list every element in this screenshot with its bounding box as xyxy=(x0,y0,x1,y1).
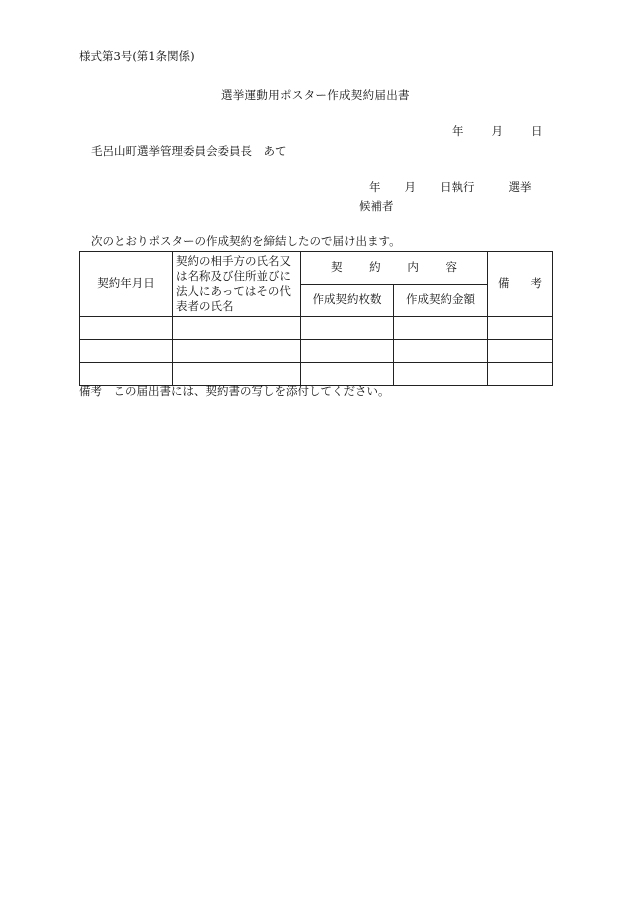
cell-counterparty[interactable] xyxy=(173,316,301,339)
intro-text: 次のとおりポスターの作成契約を締結したので届け出ます。 xyxy=(91,234,401,248)
form-number: 様式第3号(第1条関係) xyxy=(79,49,195,63)
content-char: 内 xyxy=(407,260,419,275)
cell-count[interactable] xyxy=(301,362,394,385)
content-char: 約 xyxy=(369,260,381,275)
cell-date[interactable] xyxy=(80,339,173,362)
header-contract-amount: 作成契約金額 xyxy=(394,284,488,316)
header-contract-date: 契約年月日 xyxy=(80,252,173,317)
election-year: 年 xyxy=(369,180,381,194)
remarks-char: 備 xyxy=(498,275,510,290)
remarks-char: 考 xyxy=(530,275,542,290)
cell-date[interactable] xyxy=(80,362,173,385)
cell-amount[interactable] xyxy=(394,339,488,362)
table-row xyxy=(80,339,553,362)
cell-remarks[interactable] xyxy=(488,339,553,362)
content-char: 容 xyxy=(445,260,457,275)
table-row xyxy=(80,362,553,385)
cell-date[interactable] xyxy=(80,316,173,339)
cell-remarks[interactable] xyxy=(488,362,553,385)
table-row xyxy=(80,316,553,339)
submission-date-line xyxy=(452,125,543,139)
cell-remarks[interactable] xyxy=(488,316,553,339)
cell-count[interactable] xyxy=(301,339,394,362)
content-char: 契 xyxy=(331,260,343,275)
candidate-label: 候補者 xyxy=(359,199,394,213)
election-month: 月 xyxy=(404,180,416,194)
cell-amount[interactable] xyxy=(394,316,488,339)
document-title: 選挙運動用ポスター作成契約届出書 xyxy=(221,88,410,102)
date-year: 年 xyxy=(452,124,464,138)
header-remarks xyxy=(488,252,553,317)
date-day: 日 xyxy=(531,124,543,138)
election-day-exec: 日執行 xyxy=(440,180,475,194)
election-name: 選挙 xyxy=(508,180,532,194)
cell-count[interactable] xyxy=(301,316,394,339)
contract-table xyxy=(79,251,553,386)
cell-counterparty[interactable] xyxy=(173,339,301,362)
cell-counterparty[interactable] xyxy=(173,362,301,385)
header-counterparty: 契約の相手方の氏名又は名称及び住所並びに法人にあってはその代表者の氏名 xyxy=(173,252,301,317)
date-month: 月 xyxy=(491,124,503,138)
header-poster-count: 作成契約枚数 xyxy=(301,284,394,316)
election-date-line xyxy=(369,181,532,195)
cell-amount[interactable] xyxy=(394,362,488,385)
addressee: 毛呂山町選挙管理委員会委員長 あて xyxy=(91,144,287,158)
footnote: 備考 この届出書には、契約書の写しを添付してください。 xyxy=(79,384,390,398)
header-contract-content xyxy=(301,252,488,285)
